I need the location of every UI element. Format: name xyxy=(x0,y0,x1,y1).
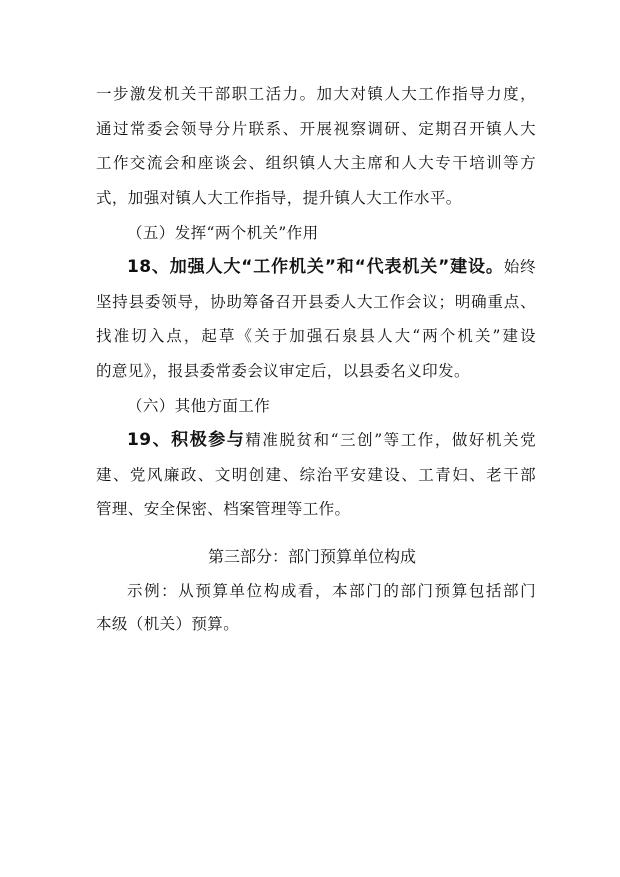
paragraph-line: 一步激发机关干部职工活力。加大对镇人大工作指导力度， xyxy=(96,85,536,103)
paragraph-line: 坚持县委领导，协助筹备召开县委人大工作会议；明确重点、 xyxy=(96,293,536,311)
subsection-heading: （六）其他方面工作 xyxy=(127,397,271,415)
paragraph-line: 的意见》，报县委常委会议审定后，以县委名义印发。 xyxy=(96,362,470,380)
item-19-rest: 精准脱贫和“三创”等工作，做好机关党 xyxy=(245,431,536,449)
item-18-first-line xyxy=(127,257,536,277)
item-18-lead: 18、加强人大“工作机关”和“代表机关”建设。 xyxy=(127,257,504,277)
item-19-lead: 19、积极参与 xyxy=(127,430,246,450)
part-3-title: 第三部分：部门预算单位构成 xyxy=(208,547,417,566)
part-3-example: 示例：从预算单位构成看，本部门的部门预算包括部门 xyxy=(127,582,536,600)
paragraph-line: 工作交流会和座谈会、组织镇人大主席和人大专干培训等方 xyxy=(96,154,536,172)
item-19-first-line xyxy=(127,430,536,450)
paragraph-line: 管理、安全保密、档案管理等工作。 xyxy=(96,500,351,518)
paragraph-line: 找准切入点，起草《关于加强石泉县人大“两个机关”建设 xyxy=(96,327,536,345)
item-18-rest: 始终 xyxy=(503,258,536,276)
part-3-example-cont: 本级（机关）预算。 xyxy=(96,615,240,633)
subsection-heading: （五）发挥“两个机关”作用 xyxy=(127,224,319,242)
paragraph-line: 通过常委会领导分片联系、开展视察调研、定期召开镇人大 xyxy=(96,120,536,138)
paragraph-line: 建、党风廉政、文明创建、综治平安建设、工青妇、老干部 xyxy=(96,466,536,484)
paragraph-line: 式，加强对镇人大工作指导，提升镇人大工作水平。 xyxy=(96,189,462,207)
